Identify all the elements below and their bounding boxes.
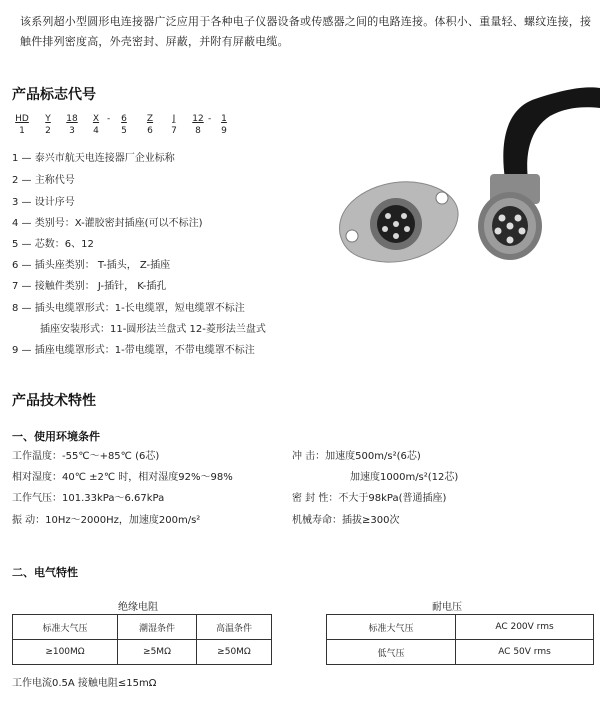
table-header: 标准大气压 bbox=[13, 615, 118, 640]
code-8: 12 8 bbox=[192, 114, 204, 136]
marking-item: 8 — 插头电缆罩形式：1-长电缆罩，短电缆罩不标注 bbox=[12, 303, 245, 314]
code-6: Z 6 bbox=[146, 114, 154, 136]
env-right-item: 机械寿命：插拔≥300次 bbox=[292, 515, 400, 526]
footer-note: 工作电流0.5A 接触电阻≤15mΩ bbox=[12, 678, 157, 689]
env-right-item: 密 封 性：不大于98kPa(普通插座) bbox=[292, 493, 447, 504]
socket-connector-icon bbox=[340, 182, 459, 262]
marking-item: 9 — 插座电缆罩形式：1-带电缆罩，不带电缆罩不标注 bbox=[12, 345, 255, 356]
elec-title: 二、电气特性 bbox=[12, 566, 78, 579]
withstand-table bbox=[326, 614, 594, 665]
table-cell: AC 200V rms bbox=[456, 615, 594, 640]
table-cell: 低气压 bbox=[327, 640, 456, 665]
env-left-item: 工作气压：101.33kPa～6.67kPa bbox=[12, 493, 165, 504]
marking-item: 1 — 泰兴市航天电连接器厂企业标称 bbox=[12, 153, 175, 164]
code-9: 1 9 bbox=[221, 114, 227, 136]
marking-item: 插座安装形式：11-圆形法兰盘式 12-菱形法兰盘式 bbox=[40, 324, 266, 335]
env-title: 一、使用环境条件 bbox=[12, 430, 100, 443]
marking-title: 产品标志代号 bbox=[12, 87, 96, 103]
code-dash: - bbox=[208, 114, 212, 124]
code-7: J 7 bbox=[171, 114, 177, 136]
code-2: Y 2 bbox=[45, 114, 51, 136]
code-5: 6 5 bbox=[121, 114, 127, 136]
code-1: HD 1 bbox=[15, 114, 29, 136]
table-cell: ≥5MΩ bbox=[118, 640, 197, 665]
withstand-title: 耐电压 bbox=[432, 602, 462, 613]
marking-item: 7 — 接触件类别： J-插针， K-插孔 bbox=[12, 281, 167, 292]
code-dash: - bbox=[107, 114, 111, 124]
code-3: 18 3 bbox=[66, 114, 78, 136]
table-cell: ≥100MΩ bbox=[13, 640, 118, 665]
env-right-item: 冲 击：加速度500m/s²(6芯) bbox=[292, 451, 421, 462]
insulation-table bbox=[12, 614, 272, 665]
plug-connector-icon bbox=[478, 174, 542, 260]
env-left-item: 振 动：10Hz～2000Hz，加速度200m/s² bbox=[12, 515, 201, 526]
env-left-item: 工作温度：-55℃～+85℃ (6芯) bbox=[12, 451, 160, 462]
insulation-title: 绝缘电阻 bbox=[118, 602, 158, 613]
table-header: 高温条件 bbox=[197, 615, 272, 640]
table-cell: 标准大气压 bbox=[327, 615, 456, 640]
env-left-item: 相对湿度：40℃ ±2℃ 时，相对湿度92%～98% bbox=[12, 472, 233, 483]
marking-item: 5 — 芯数：6、12 bbox=[12, 239, 94, 250]
connector-photo bbox=[330, 84, 600, 274]
marking-item: 3 — 设计序号 bbox=[12, 197, 75, 208]
marking-item: 2 — 主称代号 bbox=[12, 175, 75, 186]
marking-item: 4 — 类别号：X-灌胶密封插座(可以不标注) bbox=[12, 218, 203, 229]
table-cell: AC 50V rms bbox=[456, 640, 594, 665]
intro-paragraph: 该系列超小型圆形电连接器广泛应用于各种电子仪器设备或传感器之间的电路连接。体积小、重量轻、螺纹连接，接触件排列密度高，外壳密封、屏蔽，并附有屏蔽电缆。 bbox=[20, 15, 592, 48]
tech-title: 产品技术特性 bbox=[12, 393, 96, 409]
marking-item: 6 — 插头座类别： T-插头， Z-插座 bbox=[12, 260, 171, 271]
table-cell: ≥50MΩ bbox=[197, 640, 272, 665]
env-right-item: 加速度1000m/s²(12芯) bbox=[350, 472, 459, 483]
table-header: 潮湿条件 bbox=[118, 615, 197, 640]
code-4: X 4 bbox=[92, 114, 100, 136]
